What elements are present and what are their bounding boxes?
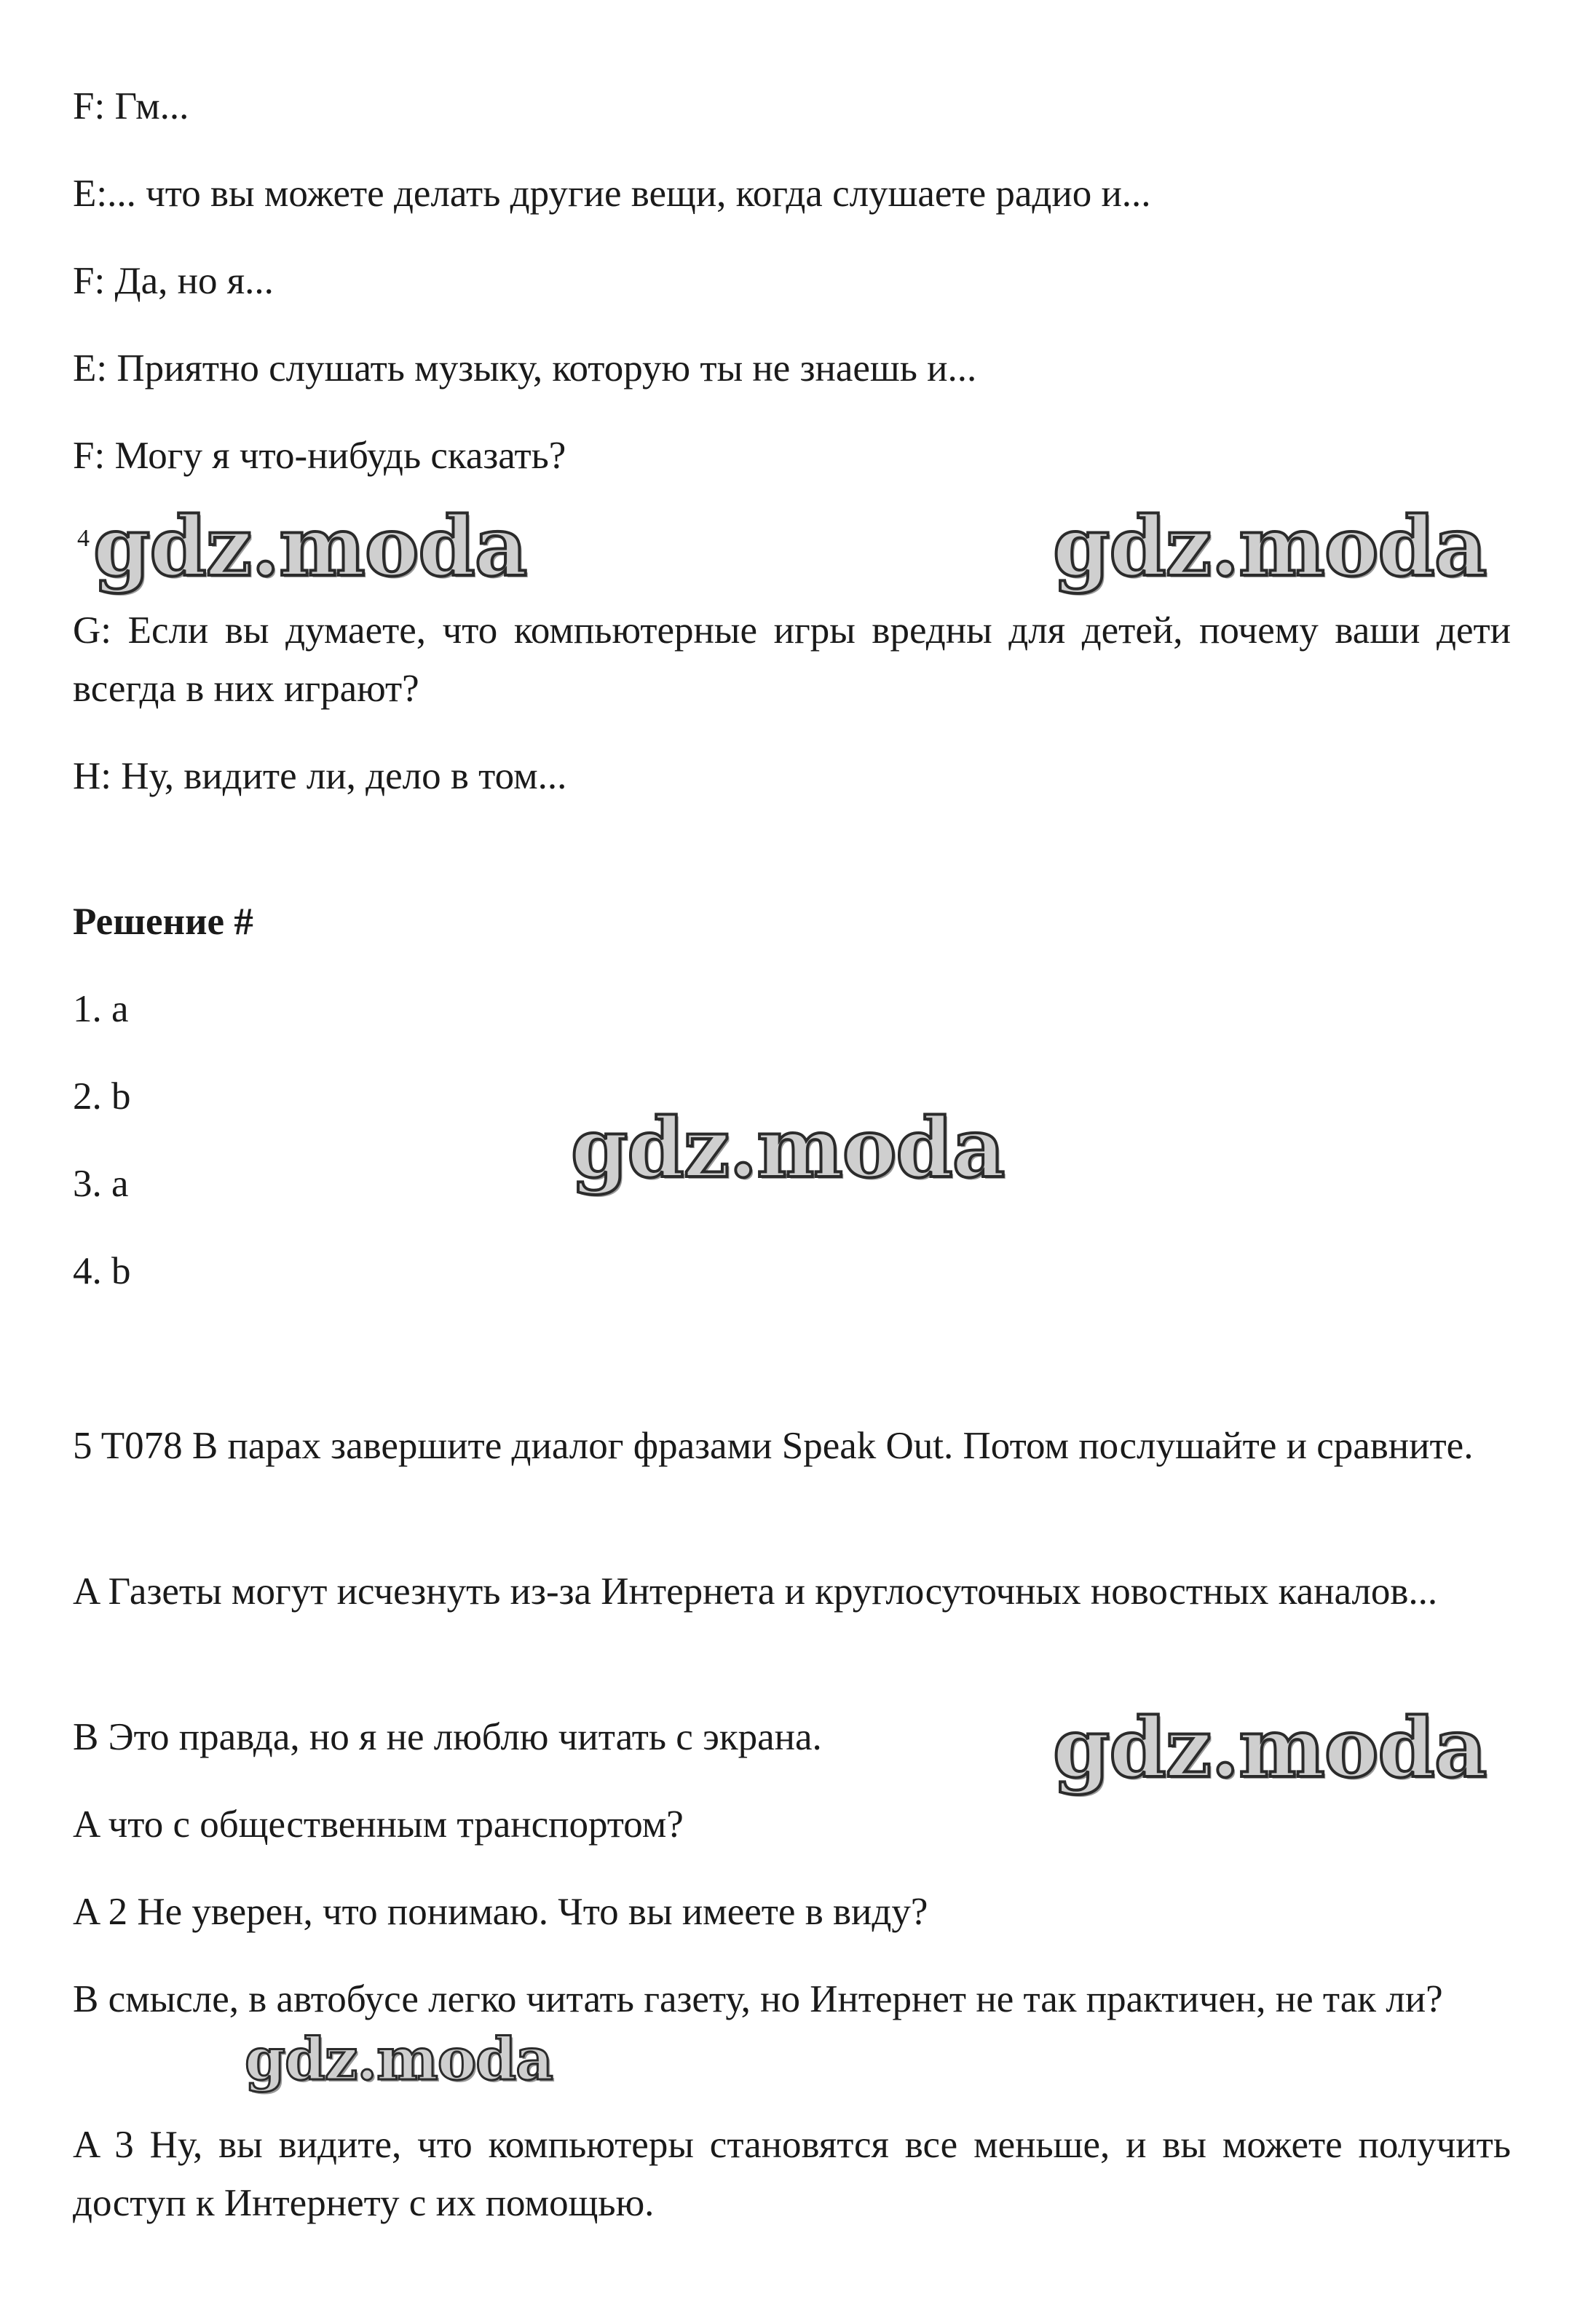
task5-line-a1: A Газеты могут исчезнуть из-за Интернета и круглосуточных новостных каналов... — [73, 1570, 1438, 1613]
dialogue-line-e2: E: Приятно слушать музыку, которую ты не знаешь и... — [73, 347, 977, 390]
section-number: 4 — [77, 525, 90, 552]
dialogue-line-e1: E:... что вы можете делать другие вещи, когда слушаете радио и... — [73, 173, 1151, 215]
watermark-logo: gdz.moda — [1053, 499, 1487, 595]
dialogue-line-f1: F: Гм... — [73, 85, 189, 127]
dialogue-line-f2: F: Да, но я... — [73, 260, 274, 302]
answer-item: 2. b — [73, 1075, 131, 1118]
task5-line-b1: B Это правда, но я не люблю читать с экрана. — [73, 1716, 822, 1758]
watermark-logo: gdz.moda — [245, 2025, 553, 2093]
task5-line-a3: A 3 Ну, вы видите, что компьютеры становятся все меньше, и вы можете получить доступ к Интернету с их помощью. — [73, 2124, 1511, 2224]
solution-heading: Решение # — [73, 901, 253, 943]
watermark-logo: gdz.moda — [571, 1101, 1005, 1196]
task5-line-a-transport: A что с общественным транспортом? — [73, 1803, 684, 1846]
answer-item: 1. a — [73, 988, 129, 1030]
task5-instruction: 5 T078 В парах завершите диалог фразами Speak Out. Потом послушайте и сравните. — [73, 1425, 1474, 1467]
watermark-logo: gdz.moda — [93, 499, 527, 595]
dialogue-line-f3: F: Могу я что-нибудь сказать? — [73, 435, 566, 477]
dialogue-line-h: H: Ну, видите ли, дело в том... — [73, 755, 567, 797]
watermark-logo: gdz.moda — [1053, 1701, 1487, 1796]
task5-line-b2: B смысле, в автобусе легко читать газету, но Интернет не так практичен, не так ли? — [73, 1978, 1443, 2020]
task5-line-a2: A 2 Не уверен, что понимаю. Что вы имеете в виду? — [73, 1891, 928, 1933]
answer-item: 3. a — [73, 1163, 129, 1205]
answer-item: 4. b — [73, 1250, 131, 1292]
dialogue-line-g: G: Если вы думаете, что компьютерные игры вредны для детей, почему ваши дети всегда в них играют? — [73, 609, 1511, 710]
